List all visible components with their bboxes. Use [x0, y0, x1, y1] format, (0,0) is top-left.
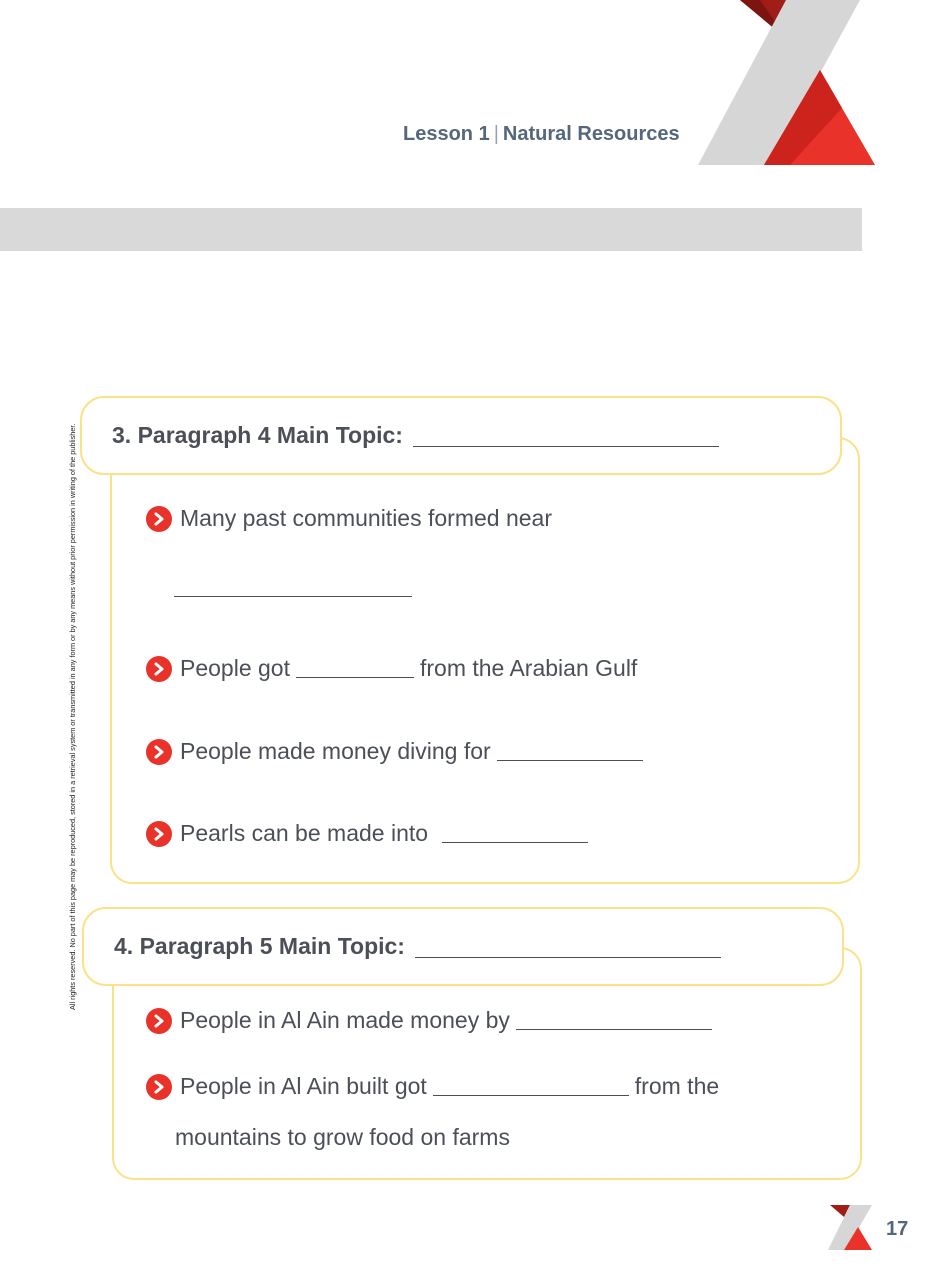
chevron-right-icon — [146, 739, 172, 765]
chevron-right-icon — [146, 821, 172, 847]
section4-item-2 — [146, 1073, 719, 1100]
section3-item-3-text: People made money diving for — [180, 738, 491, 764]
page-number: 17 — [886, 1218, 909, 1240]
chevron-right-icon — [146, 656, 172, 682]
section3-topic-blank[interactable] — [413, 424, 719, 447]
section4-item-2-text-before: People in Al Ain built got — [180, 1073, 427, 1099]
section3-item-3 — [146, 738, 649, 765]
section4-item-2-text-after: from the — [634, 1073, 720, 1099]
section4-item-2-blank[interactable] — [433, 1075, 629, 1096]
section3-item-2-text-before: People got — [180, 655, 290, 681]
section3-item-3-blank[interactable] — [497, 740, 643, 761]
section3-item-4-blank[interactable] — [442, 822, 588, 843]
corner-logo-decoration — [690, 0, 880, 170]
header-separator: | — [493, 123, 499, 145]
section4-topic-header — [82, 907, 844, 986]
header-band — [0, 208, 862, 251]
section3-topic-header — [80, 396, 842, 475]
section4-item-1-text: People in Al Ain made money by — [180, 1007, 510, 1033]
chevron-right-icon — [146, 1008, 172, 1034]
section4-item-1 — [146, 1007, 718, 1034]
copyright-notice: All rights reserved. No part of this page may be reproduced, stored in a retrieval system or transmitted in any form or by any means without prior permission in writing of the publisher. — [68, 423, 77, 1010]
section3-item-1-text: Many past communities formed near — [180, 505, 552, 531]
section4-item-1-blank[interactable] — [516, 1009, 712, 1030]
chevron-right-icon — [146, 1074, 172, 1100]
section3-item-1 — [146, 505, 552, 532]
lesson-label: Lesson 1 — [403, 123, 490, 145]
section3-item-4 — [146, 820, 594, 847]
section3-item-2 — [146, 655, 637, 682]
section4-item-2-continuation: mountains to grow food on farms — [175, 1124, 510, 1150]
section3-item-4-text: Pearls can be made into — [180, 820, 429, 846]
chevron-right-icon — [146, 506, 172, 532]
section3-item-2-text-after: from the Arabian Gulf — [419, 655, 638, 681]
section3-topic-label: 3. Paragraph 4 Main Topic: — [112, 422, 403, 448]
section3-item-1-blank[interactable] — [174, 596, 412, 597]
section3-item-2-blank[interactable] — [296, 657, 414, 678]
footer-logo-decoration — [828, 1205, 876, 1253]
section4-topic-label: 4. Paragraph 5 Main Topic: — [114, 933, 405, 959]
lesson-title: Natural Resources — [502, 123, 680, 145]
section4-topic-blank[interactable] — [415, 935, 721, 958]
lesson-header — [403, 123, 680, 146]
